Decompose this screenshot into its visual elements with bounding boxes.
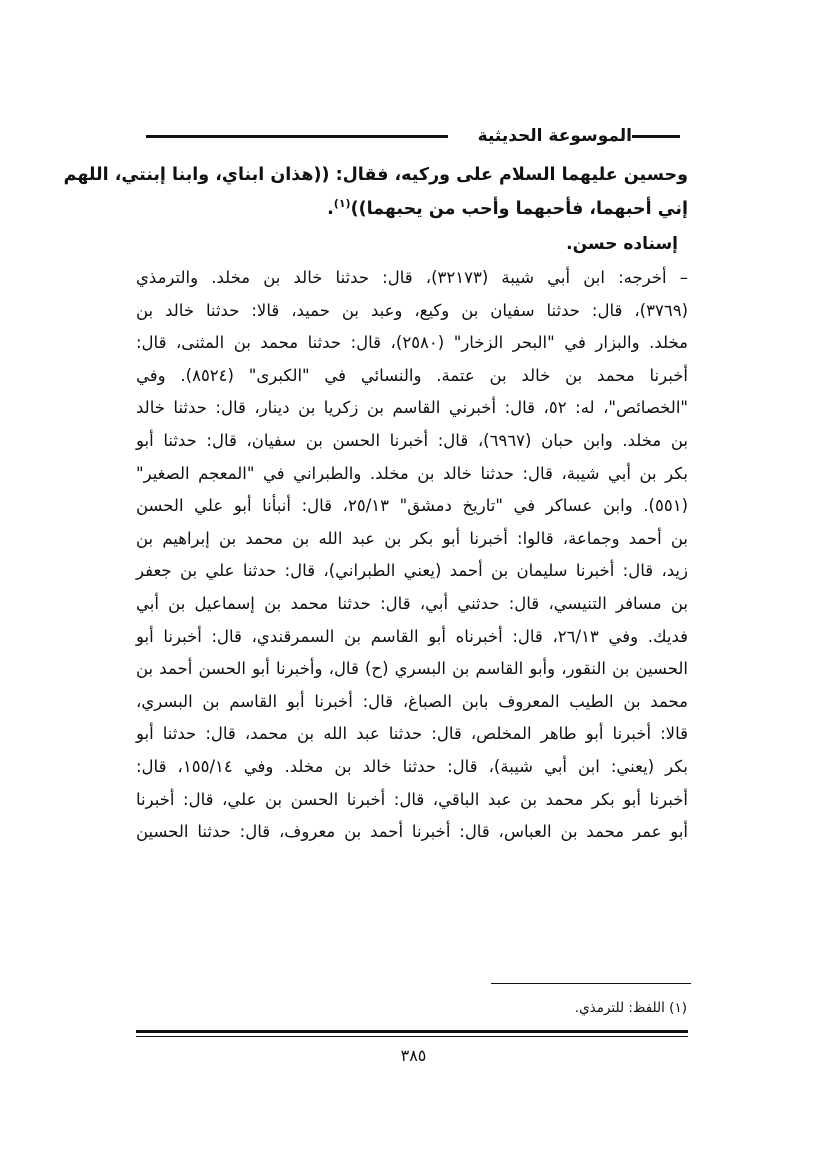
header-rule-left xyxy=(146,135,448,138)
main-text xyxy=(63,158,688,849)
paragraph-line: محمد بن الطيب المعروف بابن الصباغ، قال: أخبرنا أبو القاسم بن البسري، xyxy=(136,691,688,711)
paragraph-line: أبو عمر محمد بن العباس، قال: أخبرنا أحمد بن معروف، قال: حدثنا الحسين xyxy=(136,822,688,842)
paragraph-line: بن أحمد وجماعة، قالوا: أخبرنا أبو بكر بن عبد الله بن محمد بن إبراهيم بن xyxy=(136,528,688,548)
paragraph-line: قالا: أخبرنا أبو طاهر المخلص، قال: حدثنا عبد الله بن محمد، قال: حدثنا أبو xyxy=(136,724,688,744)
paragraph-line: أخبرنا محمد بن خالد بن عتمة. والنسائي في "الكبرى" (٨٥٢٤). وفي xyxy=(136,365,688,385)
paragraph-line: بكر (يعني: ابن أبي شيبة)، قال: حدثنا خالد بن مخلد. وفي ١٥٥/١٤، قال: xyxy=(136,756,688,776)
footer-rule-thick xyxy=(136,1030,688,1033)
footnote-separator xyxy=(491,983,691,984)
hadith-line-text: إني أحبهما، فأحبهما وأحب من يحبهما)) xyxy=(350,199,688,219)
paragraph-line: بكر بن أبي شيبة، قال: حدثنا خالد بن مخلد. والطبراني في "المعجم الصغير" xyxy=(136,463,688,483)
page-number: ٣٨٥ xyxy=(400,1046,427,1065)
paragraph-line: (٥٥١). وابن عساكر في "تاريخ دمشق" ٢٥/١٣، قال: أنبأنا أبو علي الحسن xyxy=(136,496,688,516)
paragraph-line: زيد، قال: أخبرنا سليمان بن أحمد (يعني الطبراني)، قال: حدثنا علي بن جعفر xyxy=(136,561,688,581)
paragraph-line: فديك. وفي ٢٦/١٣، قال: أخبرناه أبو القاسم بن السمرقندي، قال: أخبرنا أبو xyxy=(136,626,688,646)
header-title: الموسوعة الحديثية xyxy=(477,126,632,146)
footnote: (١) اللفظ: للترمذي. xyxy=(574,1000,687,1016)
paragraph-line: أخبرنا أبو بكر محمد بن عبد الباقي، قال: أخبرنا الحسن بن علي، قال: أخبرنا xyxy=(136,789,688,809)
paragraph-line: – أخرجه: ابن أبي شيبة (٣٢١٧٣)، قال: حدثنا خالد بن مخلد. والترمذي xyxy=(136,268,688,287)
hadith-line: وحسين عليهما السلام على وركيه، فقال: ((هذان ابناي، وابنا إبنتي، اللهم xyxy=(63,165,688,185)
hadith-line: إني أحبهما، فأحبهما وأحب من يحبهما))$^{(١)}$. xyxy=(327,197,688,219)
running-header xyxy=(136,121,688,151)
footer-rule-thin xyxy=(136,1036,688,1037)
header-rule-right xyxy=(632,135,680,138)
footer-rule xyxy=(136,1030,688,1037)
paragraph-line: مخلد. والبزار في "البحر الزخار" (٢٥٨٠)، قال: حدثنا محمد بن المثنى، قال: xyxy=(136,333,688,353)
paragraph-line: بن مخلد. وابن حبان (٦٩٦٧)، قال: أخبرنا الحسن بن سفيان، قال: حدثنا أبو xyxy=(136,430,688,450)
paragraph-line: "الخصائص"، له: ٥٢، قال: أخبرني القاسم بن زكريا بن دينار، قال: حدثنا خالد xyxy=(136,398,688,418)
paragraph-line: بن مسافر التنيسي، قال: حدثني أبي، قال: حدثنا محمد بن إسماعيل بن أبي xyxy=(136,593,688,613)
isnad-grade: إسناده حسن. xyxy=(566,234,678,254)
paragraph-line: الحسين بن النقور، وأبو القاسم بن البسري (ح) قال، وأخبرنا أبو الحسن أحمد بن xyxy=(136,659,688,679)
footnote-marker: (١) xyxy=(333,197,351,211)
paragraph-line: (٣٧٦٩)، قال: حدثنا سفيان بن وكيع، وعبد بن حميد، قالا: حدثنا خالد بن xyxy=(136,300,688,320)
